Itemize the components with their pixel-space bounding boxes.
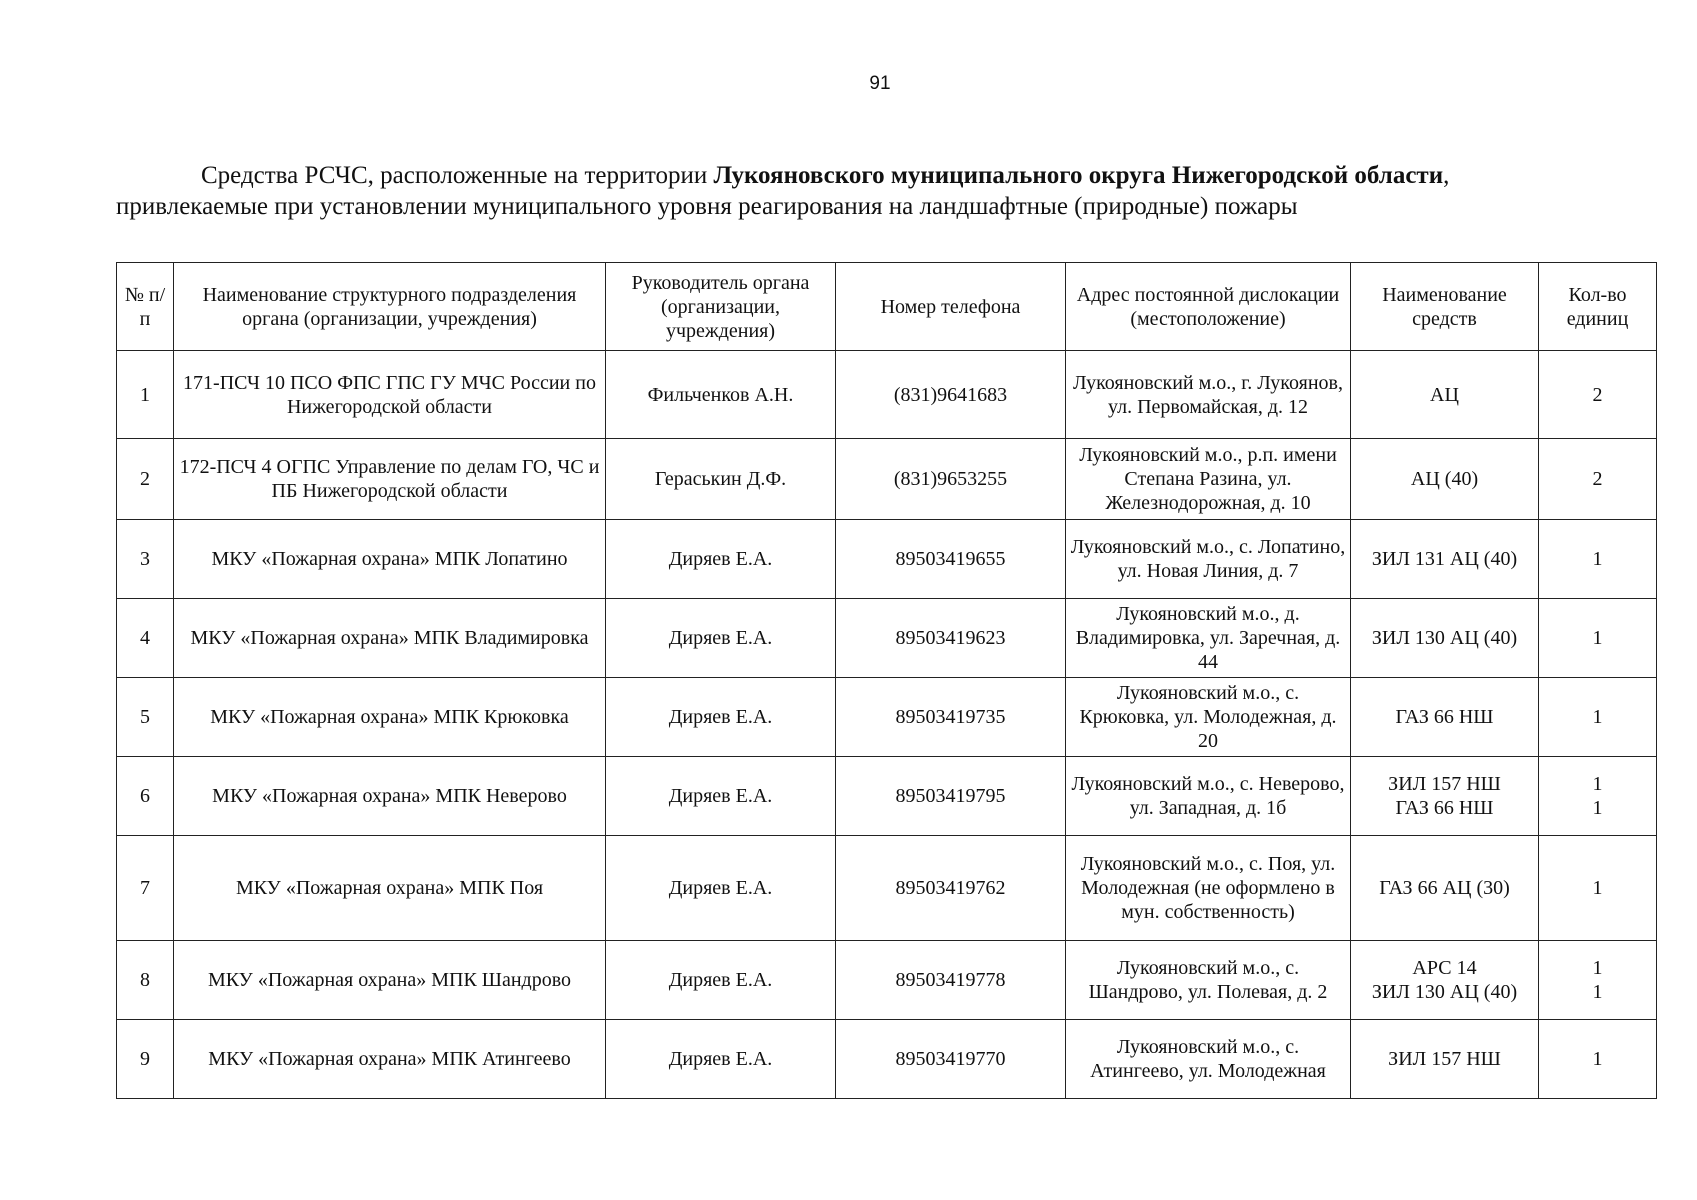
means-item: ГАЗ 66 АЦ (30) <box>1379 877 1510 899</box>
cell-unit-name: 171-ПСЧ 10 ПСО ФПС ГПС ГУ МЧС России по Нижегородской области <box>174 351 606 439</box>
cell-number: 7 <box>117 836 174 941</box>
cell-quantity <box>1539 520 1657 599</box>
cell-quantity <box>1539 599 1657 678</box>
means-item: АЦ (40) <box>1410 468 1479 490</box>
heading-bold-region: Лукояновского муниципального округа Нижегородской области <box>713 162 1444 189</box>
col-header-phone: Номер телефона <box>836 263 1066 351</box>
cell-number: 6 <box>117 757 174 836</box>
quantity-item: 1 <box>1592 957 1603 979</box>
cell-unit-name: МКУ «Пожарная охрана» МПК Поя <box>174 836 606 941</box>
means-item: ГАЗ 66 НШ <box>1395 797 1494 819</box>
cell-unit-name: МКУ «Пожарная охрана» МПК Неверово <box>174 757 606 836</box>
page-number: 91 <box>869 73 891 94</box>
table-row <box>117 941 1657 1020</box>
cell-unit-name: МКУ «Пожарная охрана» МПК Шандрово <box>174 941 606 1020</box>
cell-number: 4 <box>117 599 174 678</box>
cell-quantity <box>1539 1020 1657 1099</box>
cell-address: Лукояновский м.о., с. Поя, ул. Молодежная (не оформлено в мун. собственность) <box>1066 836 1351 941</box>
table-row <box>117 757 1657 836</box>
cell-means <box>1351 599 1539 678</box>
cell-means <box>1351 351 1539 439</box>
quantity-item: 1 <box>1592 773 1603 795</box>
table-row <box>117 678 1657 757</box>
col-header-head: Руководитель органа (организации, учреждения) <box>606 263 836 351</box>
cell-number: 5 <box>117 678 174 757</box>
cell-address: Лукояновский м.о., с. Лопатино, ул. Новая Линия, д. 7 <box>1066 520 1351 599</box>
quantity-item: 1 <box>1592 706 1603 728</box>
cell-head: Гераськин Д.Ф. <box>606 439 836 520</box>
cell-head: Диряев Е.А. <box>606 599 836 678</box>
cell-head: Диряев Е.А. <box>606 941 836 1020</box>
cell-head: Диряев Е.А. <box>606 520 836 599</box>
table-row <box>117 439 1657 520</box>
means-item: ЗИЛ 131 АЦ (40) <box>1371 548 1518 570</box>
cell-phone: 89503419623 <box>836 599 1066 678</box>
cell-quantity <box>1539 439 1657 520</box>
cell-phone: 89503419795 <box>836 757 1066 836</box>
heading-text-comma: , <box>1443 162 1450 189</box>
col-header-unit-name: Наименование структурного подразделения органа (организации, учреждения) <box>174 263 606 351</box>
table-row <box>117 836 1657 941</box>
cell-address: Лукояновский м.о., р.п. имени Степана Разина, ул. Железнодорожная, д. 10 <box>1066 439 1351 520</box>
cell-head: Фильченков А.Н. <box>606 351 836 439</box>
cell-means <box>1351 757 1539 836</box>
cell-means <box>1351 520 1539 599</box>
heading-text-start: Средства РСЧС, расположенные на территории <box>201 162 714 189</box>
quantity-item: 2 <box>1592 468 1603 490</box>
cell-address: Лукояновский м.о., с. Шандрово, ул. Полевая, д. 2 <box>1066 941 1351 1020</box>
cell-unit-name: МКУ «Пожарная охрана» МПК Атингеево <box>174 1020 606 1099</box>
cell-head: Диряев Е.А. <box>606 1020 836 1099</box>
quantity-item: 2 <box>1592 383 1603 406</box>
cell-address: Лукояновский м.о., с. Неверово, ул. Западная, д. 1б <box>1066 757 1351 836</box>
cell-phone: 89503419770 <box>836 1020 1066 1099</box>
col-header-number: № п/п <box>117 263 174 351</box>
cell-phone: 89503419735 <box>836 678 1066 757</box>
cell-number: 1 <box>117 351 174 439</box>
cell-unit-name: МКУ «Пожарная охрана» МПК Владимировка <box>174 599 606 678</box>
means-item: ЗИЛ 157 НШ <box>1388 1048 1501 1070</box>
table-row <box>117 1020 1657 1099</box>
cell-unit-name: 172-ПСЧ 4 ОГПС Управление по делам ГО, ЧС и ПБ Нижегородской области <box>174 439 606 520</box>
cell-means <box>1351 1020 1539 1099</box>
cell-phone: (831)9641683 <box>836 351 1066 439</box>
quantity-item: 1 <box>1592 1048 1603 1070</box>
means-item: ЗИЛ 130 АЦ (40) <box>1371 627 1518 649</box>
col-header-quantity: Кол-во единиц <box>1539 263 1657 351</box>
cell-means <box>1351 836 1539 941</box>
cell-phone: 89503419655 <box>836 520 1066 599</box>
cell-quantity <box>1539 757 1657 836</box>
table-row <box>117 520 1657 599</box>
cell-number: 8 <box>117 941 174 1020</box>
cell-head: Диряев Е.А. <box>606 757 836 836</box>
cell-phone: 89503419778 <box>836 941 1066 1020</box>
quantity-item: 1 <box>1592 627 1603 649</box>
means-item: ЗИЛ 130 АЦ (40) <box>1371 981 1518 1003</box>
means-item: ГАЗ 66 НШ <box>1395 706 1494 728</box>
heading-line-1 <box>116 160 1656 191</box>
means-item: АРС 14 <box>1412 957 1477 979</box>
cell-number: 3 <box>117 520 174 599</box>
cell-quantity <box>1539 351 1657 439</box>
quantity-item: 1 <box>1592 797 1603 819</box>
resources-table <box>116 262 1657 1099</box>
cell-address: Лукояновский м.о., д. Владимировка, ул. Заречная, д. 44 <box>1066 599 1351 678</box>
col-header-means: Наименование средств <box>1351 263 1539 351</box>
cell-address: Лукояновский м.о., г. Лукоянов, ул. Первомайская, д. 12 <box>1066 351 1351 439</box>
cell-address: Лукояновский м.о., с. Крюковка, ул. Молодежная, д. 20 <box>1066 678 1351 757</box>
cell-phone: (831)9653255 <box>836 439 1066 520</box>
col-header-address: Адрес постоянной дислокации (местоположение) <box>1066 263 1351 351</box>
table-row <box>117 599 1657 678</box>
cell-phone: 89503419762 <box>836 836 1066 941</box>
cell-head: Диряев Е.А. <box>606 678 836 757</box>
cell-unit-name: МКУ «Пожарная охрана» МПК Крюковка <box>174 678 606 757</box>
cell-means <box>1351 439 1539 520</box>
cell-quantity <box>1539 678 1657 757</box>
cell-number: 9 <box>117 1020 174 1099</box>
means-item: АЦ <box>1430 383 1459 406</box>
cell-head: Диряев Е.А. <box>606 836 836 941</box>
cell-unit-name: МКУ «Пожарная охрана» МПК Лопатино <box>174 520 606 599</box>
quantity-item: 1 <box>1592 548 1603 570</box>
quantity-item: 1 <box>1592 981 1603 1003</box>
cell-means <box>1351 678 1539 757</box>
heading-line-2: привлекаемые при установлении муниципального уровня реагирования на ландшафтные (природные) пожары <box>116 193 1298 220</box>
document-heading <box>116 160 1656 222</box>
cell-quantity <box>1539 941 1657 1020</box>
cell-address: Лукояновский м.о., с. Атингеево, ул. Молодежная <box>1066 1020 1351 1099</box>
cell-number: 2 <box>117 439 174 520</box>
table-header-row <box>117 263 1657 351</box>
cell-means <box>1351 941 1539 1020</box>
quantity-item: 1 <box>1592 877 1603 899</box>
table-row <box>117 351 1657 439</box>
means-item: ЗИЛ 157 НШ <box>1388 773 1501 795</box>
cell-quantity <box>1539 836 1657 941</box>
